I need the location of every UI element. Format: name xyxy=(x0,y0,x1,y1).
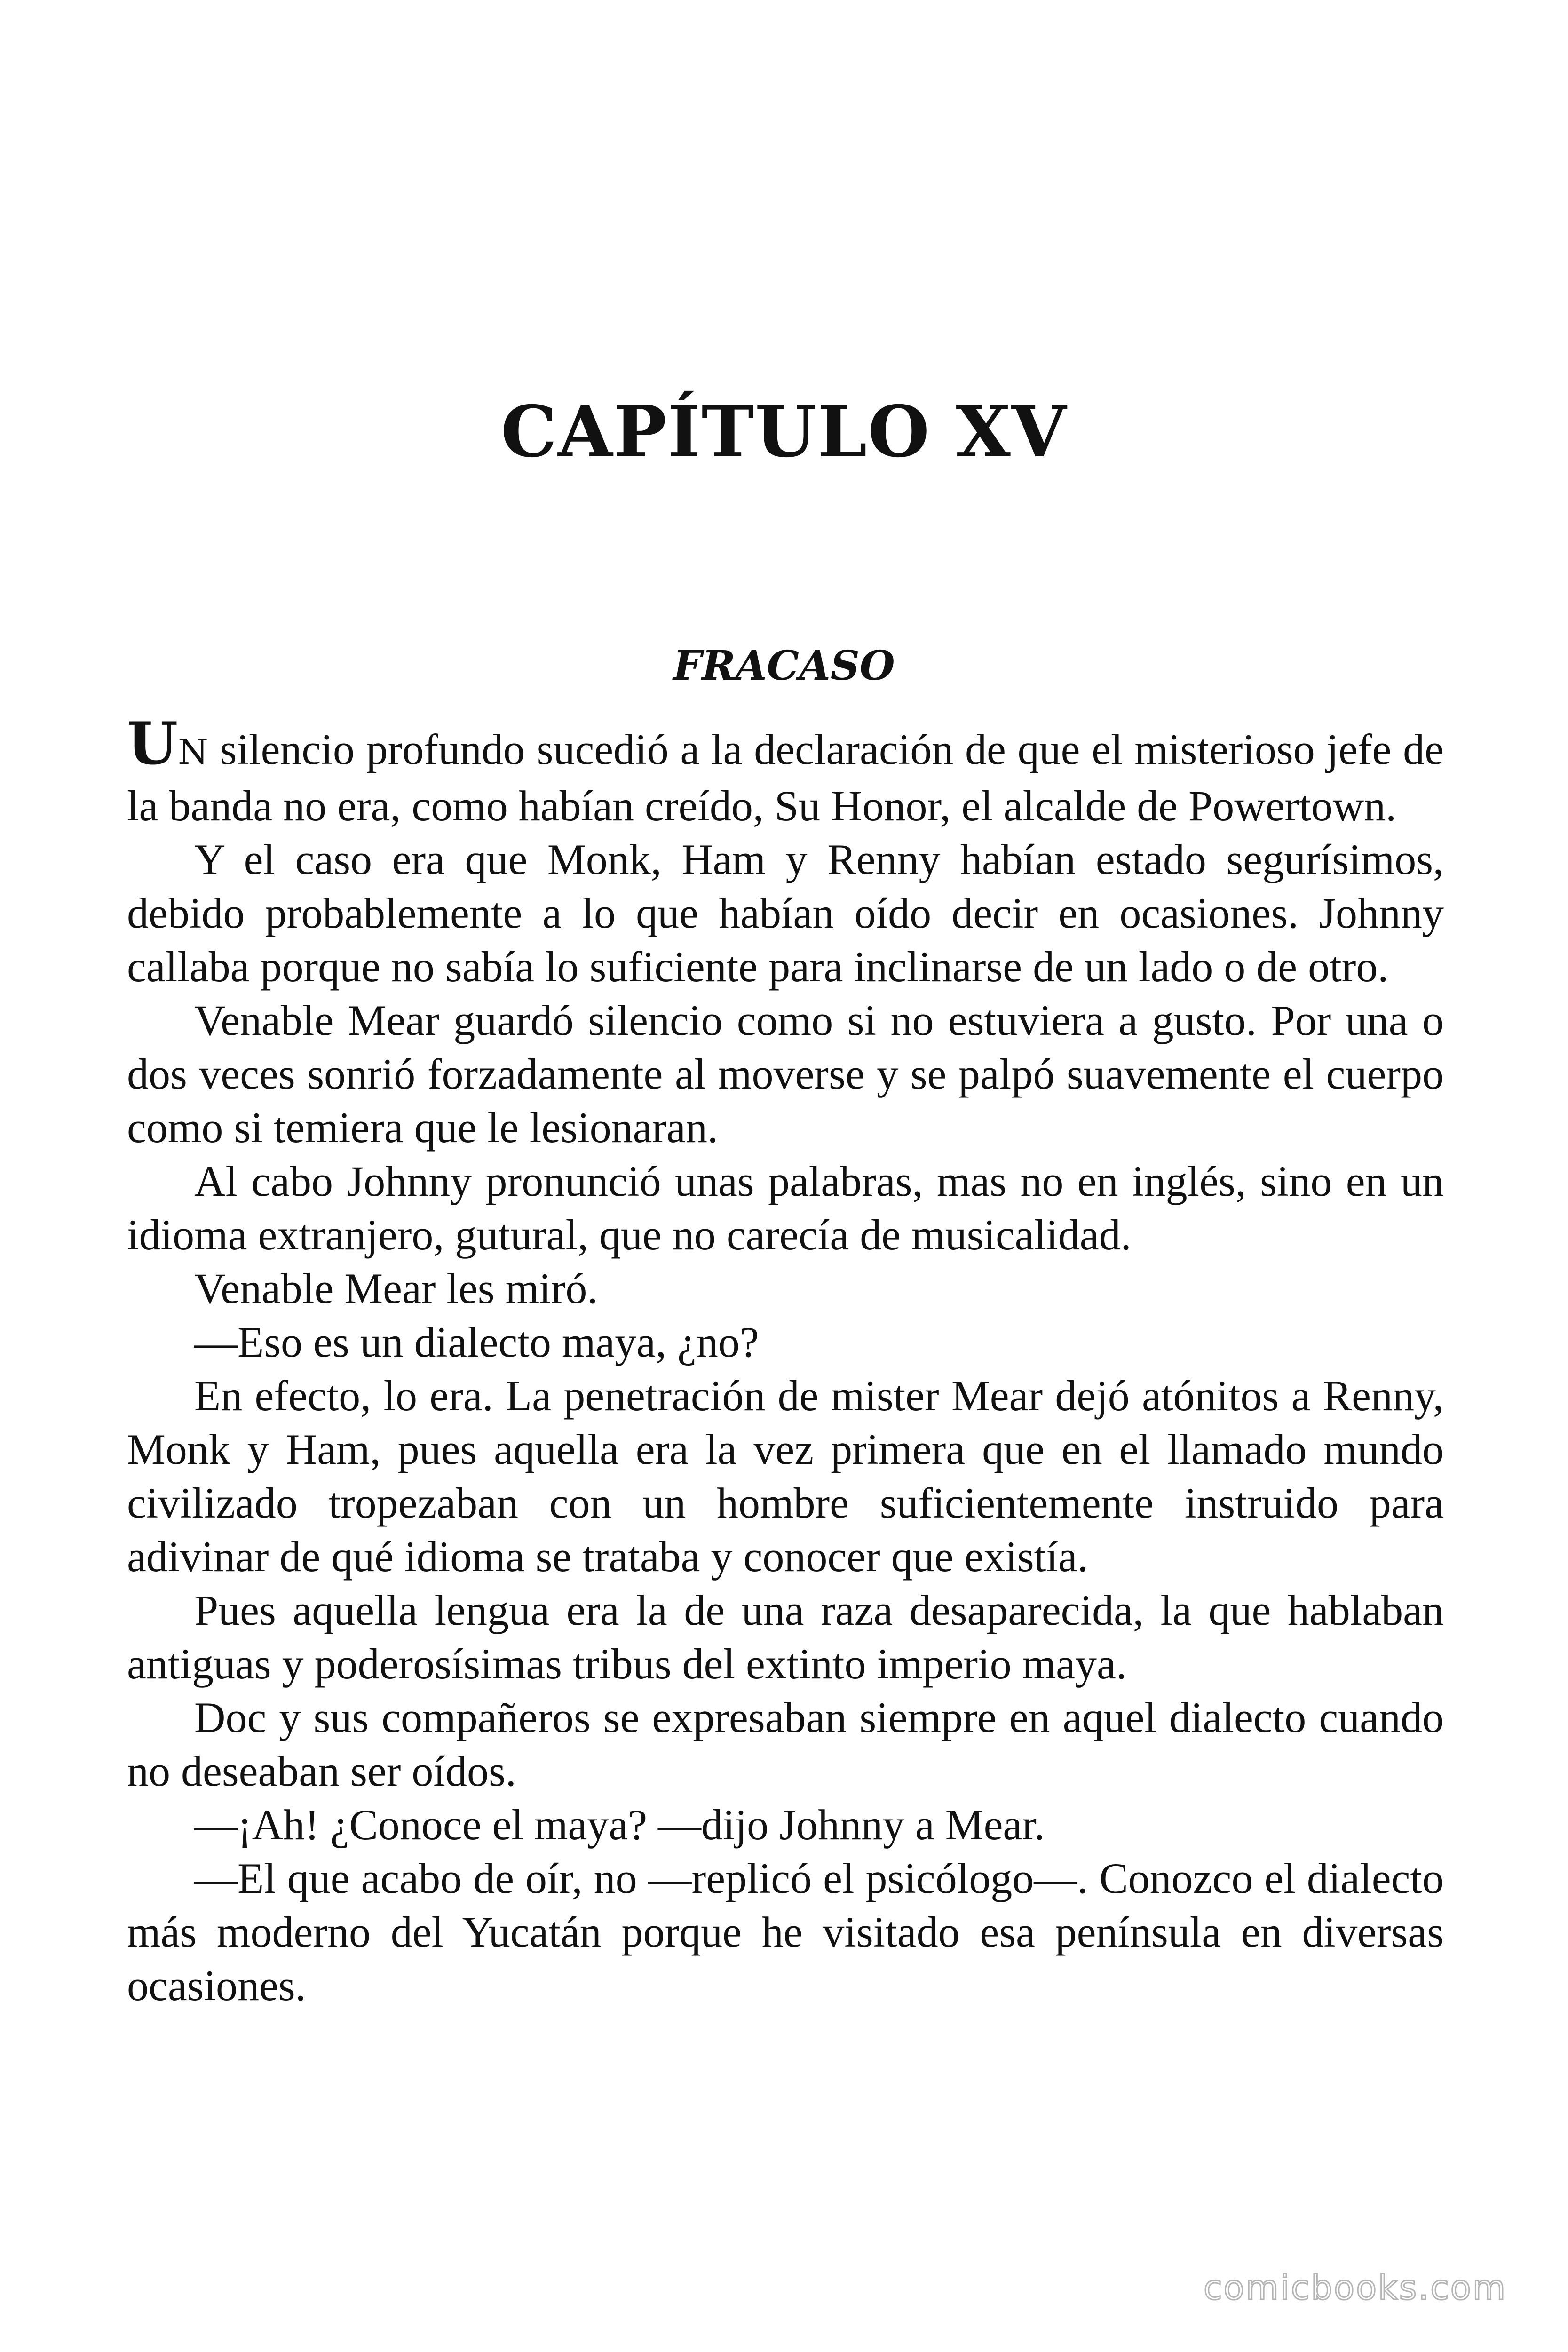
chapter-title: CAPÍTULO XV xyxy=(500,390,1068,473)
paragraph: En efecto, lo era. La penetración de mister Mear dejó atónitos a Renny, Monk y Ham, pues aquella era la vez primera que en el llamado mundo civilizado tropezaban con un hombre suficientemente instruido para adivinar de qué idioma se trataba y conocer que existía. xyxy=(127,1372,1444,1581)
paragraph: Venable Mear guardó silencio como si no estuviera a gusto. Por una o dos veces sonrió forzadamente al moverse y se palpó suavemente el cuerpo como si temiera que le lesionaran. xyxy=(127,996,1444,1152)
paragraph: —Eso es un dialecto maya, ¿no? xyxy=(194,1318,759,1366)
body-text xyxy=(127,710,1444,2012)
paragraph-text: silencio profundo sucedió a la declaración de que el misterioso jefe de la banda no era, como habían creído, Su Honor, el alcalde de Powertown. xyxy=(127,725,1444,830)
small-cap: N xyxy=(178,732,208,772)
section-title: FRACASO xyxy=(673,642,895,690)
paragraph: Y el caso era que Monk, Ham y Renny habían estado segurísimos, debido probablemente a lo que habían oído decir en ocasiones. Johnny callaba porque no sabía lo suficiente para inclinarse de un lado o de otro. xyxy=(127,835,1444,991)
paragraph: —El que acabo de oír, no —replicó el psicólogo—. Conozco el dialecto más moderno del Yucatán porque he visitado esa península en diversas ocasiones. xyxy=(127,1854,1444,2010)
paragraph: Doc y sus compañeros se expresaban siempre en aquel dialecto cuando no deseaban ser oídos. xyxy=(127,1693,1444,1795)
paragraph xyxy=(127,710,1444,833)
paragraph: Venable Mear les miró. xyxy=(194,1264,598,1312)
paragraph: Al cabo Johnny pronunció unas palabras, mas no en inglés, sino en un idioma extranjero, gutural, que no carecía de musicalidad. xyxy=(127,1157,1444,1259)
paragraph: Pues aquella lengua era la de una raza desaparecida, la que hablaban antiguas y poderosísimas tribus del extinto imperio maya. xyxy=(127,1586,1444,1688)
paragraph: —¡Ah! ¿Conoce el maya? —dijo Johnny a Mear. xyxy=(194,1801,1045,1849)
drop-cap: U xyxy=(127,710,178,778)
watermark: comicbooks.com xyxy=(1203,2268,1507,2307)
